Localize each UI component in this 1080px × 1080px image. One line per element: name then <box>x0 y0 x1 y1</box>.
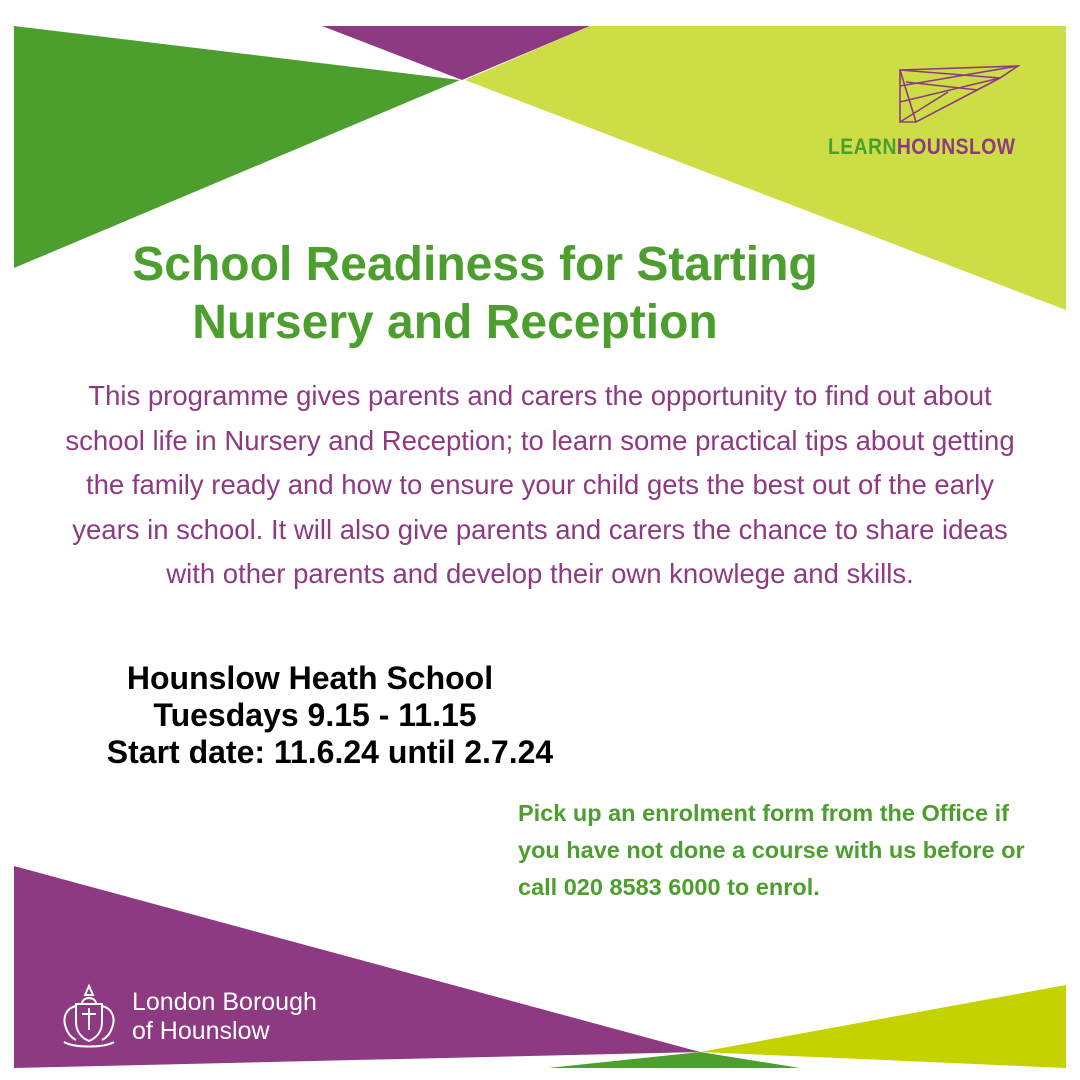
council-name <box>132 988 317 1046</box>
bottom-right-lime-triangle <box>700 985 1066 1068</box>
council-name-line-1: London Borough <box>132 988 317 1016</box>
title-line-2: Nursery and Reception <box>192 296 718 349</box>
title-line-1: School Readiness for Starting <box>132 238 818 291</box>
course-details <box>40 660 620 771</box>
dates-text: Start date: 11.6.24 until 2.7.24 <box>106 734 554 770</box>
coat-of-arms-icon <box>54 980 124 1050</box>
learn-wordmark: LEARN <box>828 134 897 159</box>
page-title <box>40 236 980 352</box>
council-name-line-2: of Hounslow <box>132 1017 270 1045</box>
london-borough-of-hounslow-logo <box>54 980 354 1050</box>
programme-description: This programme gives parents and carers the opportunity to find out about school life in Nursery and Reception; to learn some practical tips about getting the family ready and how to ensure your child gets the best out of the early years in school. It will also give parents and carers the chance to share ideas with other parents and develop their own knowlege and skills. <box>65 380 1015 589</box>
learn-hounslow-wordmark <box>828 134 1015 160</box>
top-left-green-triangle <box>14 26 460 268</box>
venue-text: Hounslow Heath School <box>126 660 494 696</box>
hounslow-wordmark: HOUNSLOW <box>896 134 1016 159</box>
learn-hounslow-logo <box>828 62 1028 162</box>
paper-plane-icon <box>828 62 1028 132</box>
enrolment-note: Pick up an enrolment form from the Office if you have not done a course with us before or call 020 8583 6000 to enrol. <box>518 800 1025 900</box>
time-text: Tuesdays 9.15 - 11.15 <box>153 697 477 733</box>
